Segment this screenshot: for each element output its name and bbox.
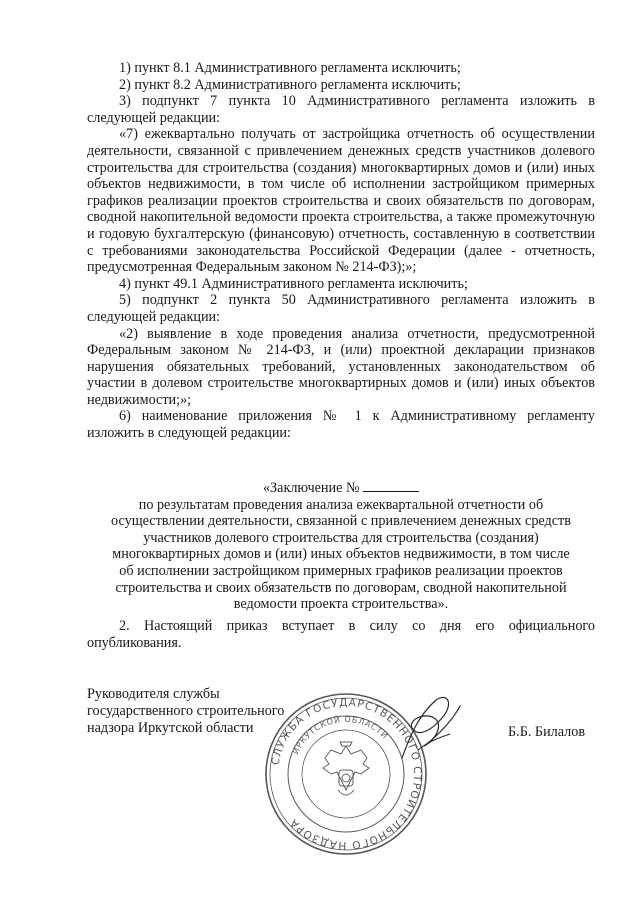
paragraph-item-4: 4) пункт 49.1 Административного регламента исключить;	[119, 275, 468, 292]
paragraph-item-1: 1) пункт 8.1 Административного регламента исключить;	[119, 60, 461, 76]
signatory-position	[87, 686, 284, 737]
conclusion-heading	[87, 479, 595, 497]
seal-inner-text: ИРКУТСКОЙ ОБЛАСТИ	[291, 714, 390, 756]
conclusion-line: осуществлении деятельности, связанной с привлечением денежных средств	[111, 513, 571, 530]
signatory-position-line: надзора Иркутской области	[87, 720, 254, 736]
signatory-position-line: Руководителя службы	[87, 686, 220, 702]
conclusion-line: по результатам проведения анализа ежеквартальной отчетности об	[138, 496, 544, 513]
paragraph-quote-2: «2) выявление в ходе проведения анализа отчетности, предусмотренной Федеральным законом № 214-ФЗ, и (или) проектной декларации признаков нарушения обязательных требований, установленных законодательством об участии в долевом строительстве многоквартирных домов и (или) иных объектов недвижимости;»;	[87, 325, 595, 408]
paragraph-item-3: 3) подпункт 7 пункта 10 Административного регламента изложить в следующей редакции:	[87, 93, 595, 126]
conclusion-line: ведомости проекта строительства».	[233, 596, 449, 613]
coat-of-arms-eagle-icon	[323, 742, 369, 795]
paragraph-item-6: 6) наименование приложения № 1 к Административному регламенту изложить в следующей редакции:	[87, 408, 595, 442]
conclusion-title-block	[87, 479, 595, 613]
paragraph-item-2: 2) пункт 8.2 Административного регламента исключить;	[119, 76, 461, 93]
paragraph-effective-date: 2. Настоящий приказ вступает в силу со дня его официального опубликования.	[87, 618, 595, 651]
conclusion-line: строительства и своих обязательств по договорам, сводной накопительной	[115, 579, 567, 596]
signatory-name: Б.Б. Билалов	[508, 724, 586, 740]
seal-outer-text: СЛУЖБА ГОСУДАРСТВЕННОГО СТРОИТЕЛЬНОГО НАДЗОРА	[269, 696, 424, 852]
paragraph-quote-7: «7) ежеквартально получать от застройщика отчетность об осуществлении деятельности, связанной с привлечением денежных средств участников долевого строительства для строительства (создания) многоквартирных домов и (или) иных объектов недвижимости, в том числе об исполнении застройщиком примерных графиков реализации проектов строительства и своих обязательств по договорам, сводной накопительной ведомости проекта строительства, а также промежуточную и годовую бухгалтерскую (финансовую) отчетность, составленную в соответствии с требованиями законодательства Российской Федерации (далее - отчетность, предусмотренная Федеральным законом № 214-ФЗ);»;	[87, 126, 595, 276]
number-blank-line	[363, 479, 419, 492]
document-body	[87, 60, 595, 442]
conclusion-heading-text: «Заключение №	[262, 480, 360, 496]
conclusion-line: об исполнении застройщиком примерных графиков реализации проектов	[119, 562, 563, 579]
paragraph-item-5: 5) подпункт 2 пункта 50 Административного регламента изложить в следующей редакции:	[87, 292, 595, 325]
signatory-position-line: государственного строительного	[87, 703, 285, 719]
conclusion-line: многоквартирных домов и (или) иных объектов недвижимости, в том числе	[112, 546, 570, 563]
conclusion-line: участников долевого строительства для строительства (создания)	[143, 529, 539, 546]
handwritten-signature	[388, 688, 468, 768]
